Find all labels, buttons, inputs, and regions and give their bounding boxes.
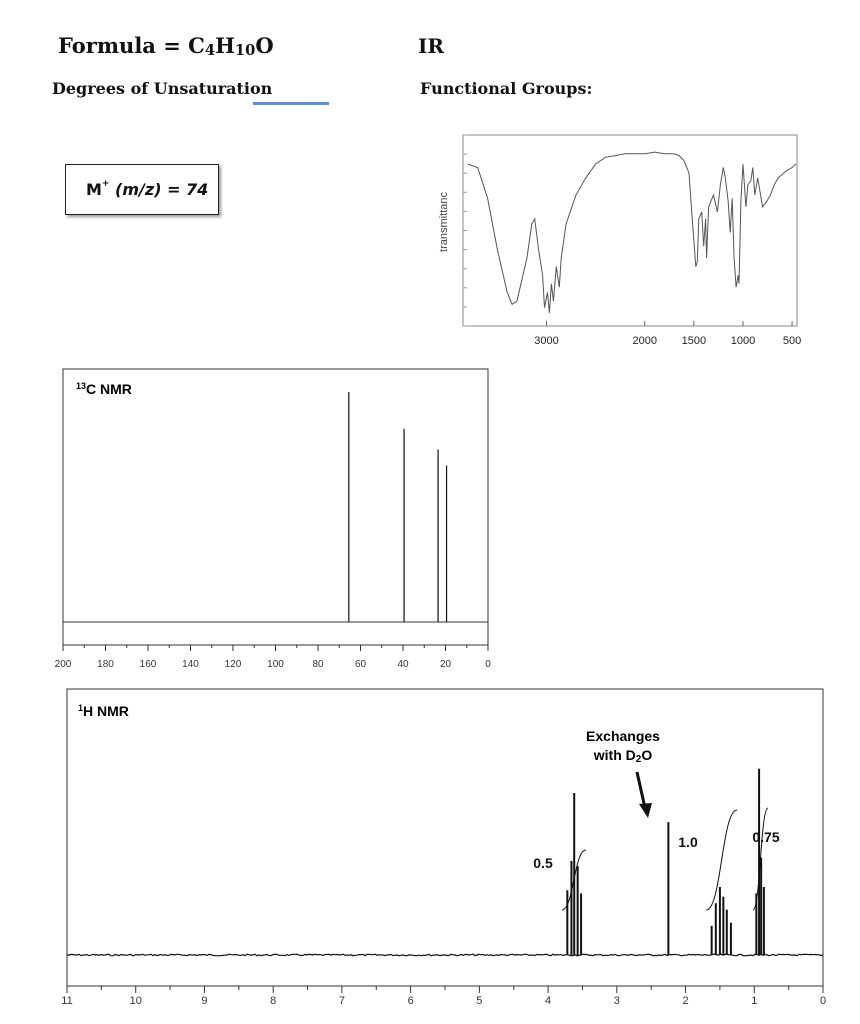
- d2o-line2-sub: 2: [635, 754, 642, 765]
- ir-xtick-label: 1000: [730, 335, 756, 347]
- c13-xtick-label: 20: [439, 659, 452, 670]
- c13-xtick-label: 40: [397, 659, 409, 670]
- h1-xtick-label: 9: [201, 995, 208, 1007]
- h1-xtick-label: 1: [751, 995, 758, 1007]
- h1-baseline: [67, 954, 823, 956]
- h1-integrations: [533, 808, 780, 910]
- c13-xtick-label: 100: [267, 659, 284, 670]
- ir-title: IR: [418, 34, 444, 58]
- c13-title-sup: 13: [76, 381, 87, 391]
- h1-xtick-label: 6: [407, 995, 414, 1007]
- h1-integration-label: 0.5: [533, 855, 553, 871]
- c13-xtick-label: 120: [224, 659, 242, 670]
- h1-title: [78, 703, 129, 719]
- ir-xtick-label: 3000: [534, 335, 559, 347]
- d2o-line2-prefix: with D: [593, 747, 636, 763]
- h1-xtick-label: 8: [270, 995, 277, 1007]
- h1-frame: [67, 689, 823, 986]
- h1-xtick-label: 0: [819, 995, 827, 1007]
- ir-xtick-label: 1500: [681, 335, 707, 347]
- molecular-ion-charge: +: [101, 178, 110, 189]
- h1-xtick-label: 2: [682, 995, 689, 1007]
- h1-xtick-label: 7: [338, 995, 345, 1007]
- formula-h: H: [215, 33, 235, 58]
- formula-prefix: Formula = C: [58, 33, 205, 58]
- molecular-ion-m: M: [86, 180, 102, 199]
- d2o-line2-suffix: O: [641, 747, 653, 763]
- h1-peaks: [567, 769, 764, 955]
- ir-xtick-label: 500: [782, 335, 802, 347]
- formula-h-subscript: 10: [234, 42, 256, 59]
- h1-xtick-label: 10: [129, 995, 142, 1007]
- h1-xtick-label: 3: [613, 995, 620, 1007]
- d2o-arrow-shaft: [637, 772, 645, 808]
- ir-xtick-label: 2000: [632, 335, 657, 347]
- h1-integration-curve: [706, 810, 737, 910]
- c13-xtick-label: 60: [354, 659, 367, 670]
- formula-c-subscript: 4: [204, 42, 216, 59]
- c13-xtick-label: 140: [182, 659, 199, 670]
- functional-groups-label: Functional Groups:: [420, 79, 593, 98]
- d2o-annotation: [586, 728, 660, 818]
- d2o-annotation-line2: [593, 747, 653, 765]
- formula-o: O: [255, 33, 274, 58]
- degrees-of-unsaturation-label: Degrees of Unsaturation: [52, 79, 273, 98]
- c13-xtick-label: 200: [54, 659, 72, 670]
- h1-xtick-label: 11: [61, 995, 73, 1007]
- d2o-annotation-line1: Exchanges: [586, 728, 660, 744]
- h1-integration-label: 0.75: [752, 829, 780, 845]
- d2o-arrow-head: [639, 803, 652, 818]
- c13-xtick-label: 80: [312, 659, 324, 670]
- h1-integration-label: 1.0: [678, 834, 698, 850]
- ir-ylabel: transmittanc: [438, 192, 450, 252]
- c13-xtick-label: 160: [139, 659, 157, 670]
- c13-xtick-label: 0: [485, 659, 491, 670]
- h1-x-ticks: [61, 986, 826, 1007]
- c13-xtick-label: 180: [97, 659, 114, 670]
- molecular-ion-mz: (m/z) = 74: [115, 180, 209, 199]
- c13-title-main: C NMR: [86, 381, 132, 397]
- h1-title-main: H NMR: [83, 703, 129, 719]
- h1-xtick-label: 4: [545, 995, 552, 1007]
- h1-title-sup: 1: [78, 703, 84, 713]
- h1-xtick-label: 5: [476, 995, 483, 1007]
